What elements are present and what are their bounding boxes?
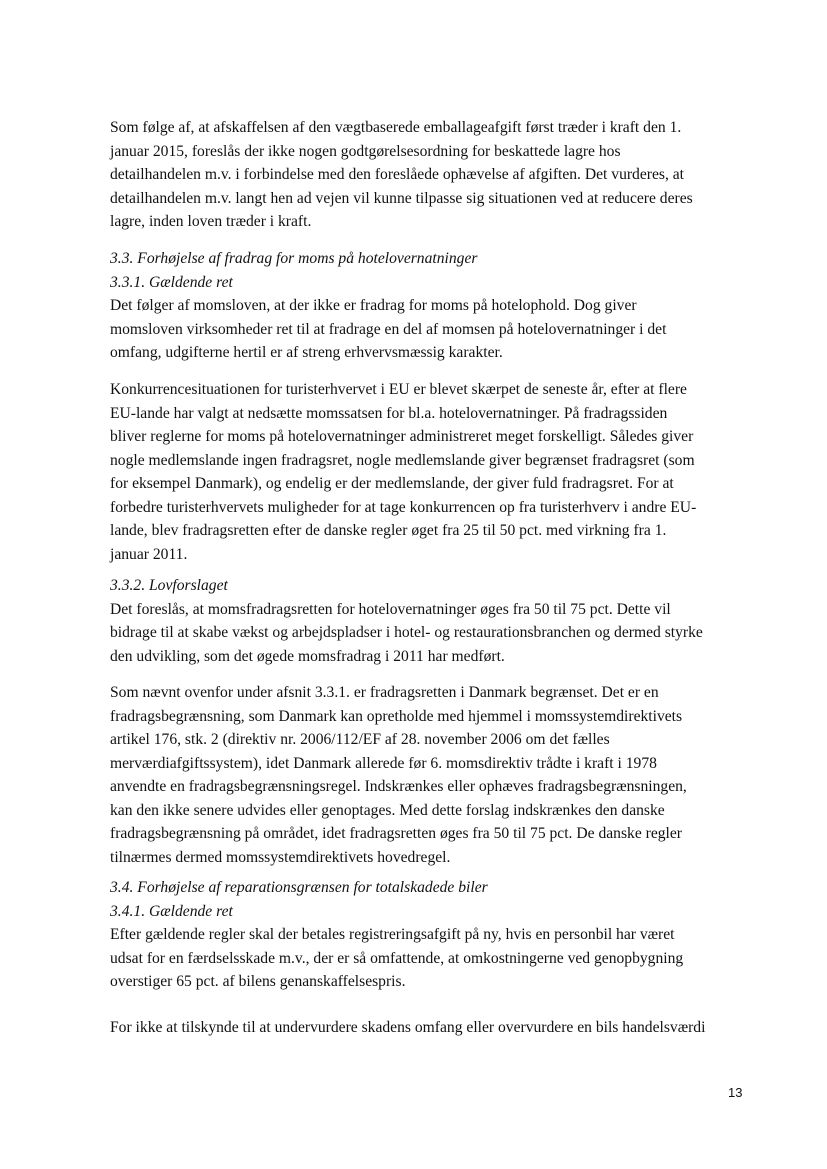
subsection-heading-3-4-1: 3.4.1. Gældende ret [110, 902, 233, 920]
text-line: detailhandelen m.v. i forbindelse med den foreslåede ophævelse af afgiften. Det vurderes, at [110, 166, 685, 183]
text-line: Som følge af, at afskaffelsen af den vægtbaserede emballageafgift først træder i kraft den 1. [110, 119, 682, 136]
text-line: for eksempel Danmark), og endelig er der medlemslande, der giver fuld fradragsret. For at [110, 475, 674, 492]
text-line: fradragsbegrænsning på området, idet fradragsretten øges fra 50 til 75 pct. De danske regler [110, 825, 682, 842]
paragraph-konkurrencesituation [110, 378, 750, 566]
text-line: lande, blev fradragsretten efter de danske regler øget fra 25 til 50 pct. med virkning fra 1. [110, 522, 667, 539]
text-line: bidrage til at skabe vækst og arbejdspladser i hotel- og restaurationsbranchen og dermed styrke [110, 624, 703, 641]
text-line: detailhandelen m.v. langt hen ad vejen vil kunne tilpasse sig situationen ved at reducere deres [110, 189, 693, 207]
text-line: kan den ikke senere udvides eller genoptages. Med dette forslag indskrænkes den danske [110, 801, 665, 819]
text-line: Efter gældende regler skal der betales registreringsafgift på ny, hvis en personbil har været [110, 926, 675, 943]
text-line: momsloven virksomheder ret til at fradrage en del af momsen på hotelovernatninger i det [110, 320, 667, 338]
text-line: Som nævnt ovenfor under afsnit 3.3.1. er fradragsretten i Danmark begrænset. Det er en [110, 684, 659, 701]
text-line: artikel 176, stk. 2 (direktiv nr. 2006/112/EF af 28. november 2006 om det fælles [110, 731, 610, 748]
text-line: januar 2011. [110, 545, 188, 563]
text-line: EU-lande har valgt at nedsætte momssatsen for bl.a. hotelovernatninger. På fradragssiden [110, 404, 668, 422]
subsection-heading-3-3-1: 3.3.1. Gældende ret [110, 273, 233, 291]
section-3-4 [110, 876, 750, 994]
text-line: fradragsbegrænsning, som Danmark kan opretholde med hjemmel i momssystemdirektivets [110, 707, 683, 725]
text-line: bliver reglerne for moms på hotelovernatninger administreret meget forskelligt. Således giver [110, 428, 694, 445]
text-line: lagre, inden loven træder i kraft. [110, 213, 312, 230]
text-line: For ikke at tilskynde til at undervurdere skadens omfang eller overvurdere en bils handelsværdi [110, 1019, 706, 1036]
section-heading-3-4: 3.4. Forhøjelse af reparationsgrænsen for totalskadede biler [110, 879, 488, 896]
text-line: overstiger 65 pct. af bilens genanskaffelsespris. [110, 973, 406, 990]
text-line: tilnærmes dermed momssystemdirektivets hovedregel. [110, 848, 451, 866]
text-line: Det foreslås, at momsfradragsretten for hotelovernatninger øges fra 50 til 75 pct. Dette vil [110, 600, 671, 618]
section-3-3 [110, 247, 750, 365]
text-line: januar 2015, foreslås der ikke nogen godtgørelsesordning for beskattede lagre hos [110, 142, 621, 160]
subsection-heading-3-3-2: 3.3.2. Lovforslaget [110, 577, 228, 594]
paragraph-fradragsbegraensning [110, 681, 750, 869]
section-3-3-2 [110, 574, 750, 668]
text-line: Konkurrencesituationen for turisterhvervet i EU er blevet skærpet de seneste år, efter at flere [110, 381, 687, 398]
page-number: 13 [728, 1085, 743, 1100]
text-line: forbedre turisterhvervets muligheder for at tage konkurrencen op fra turisterhverv i andre EU- [110, 498, 697, 516]
text-line: nogle medlemslande ingen fradragsret, nogle medlemslande giver begrænset fradragsret (som [110, 451, 695, 469]
text-line: udsat for en færdselsskade m.v., der er så omfattende, at omkostningerne ved genopbygning [110, 949, 684, 967]
section-heading-3-3: 3.3. Forhøjelse af fradrag for moms på hotelovernatninger [110, 250, 478, 267]
text-line: omfang, udgifterne hertil er af streng erhvervsmæssig karakter. [110, 344, 503, 361]
paragraph-handelsvaerdi [110, 1016, 750, 1040]
text-line: anvendte en fradragsbegrænsningsregel. Indskrænkes eller ophæves fradragsbegrænsningen, [110, 778, 687, 795]
text-line: merværdiafgiftssystem), idet Danmark allerede før 6. momsdirektiv trådte i kraft i 1978 [110, 754, 657, 772]
text-line: Det følger af momsloven, at der ikke er fradrag for moms på hotelophold. Dog giver [110, 297, 637, 314]
text-line: den udvikling, som det øgede momsfradrag i 2011 har medført. [110, 647, 505, 665]
paragraph-emballageafgift [110, 116, 750, 234]
